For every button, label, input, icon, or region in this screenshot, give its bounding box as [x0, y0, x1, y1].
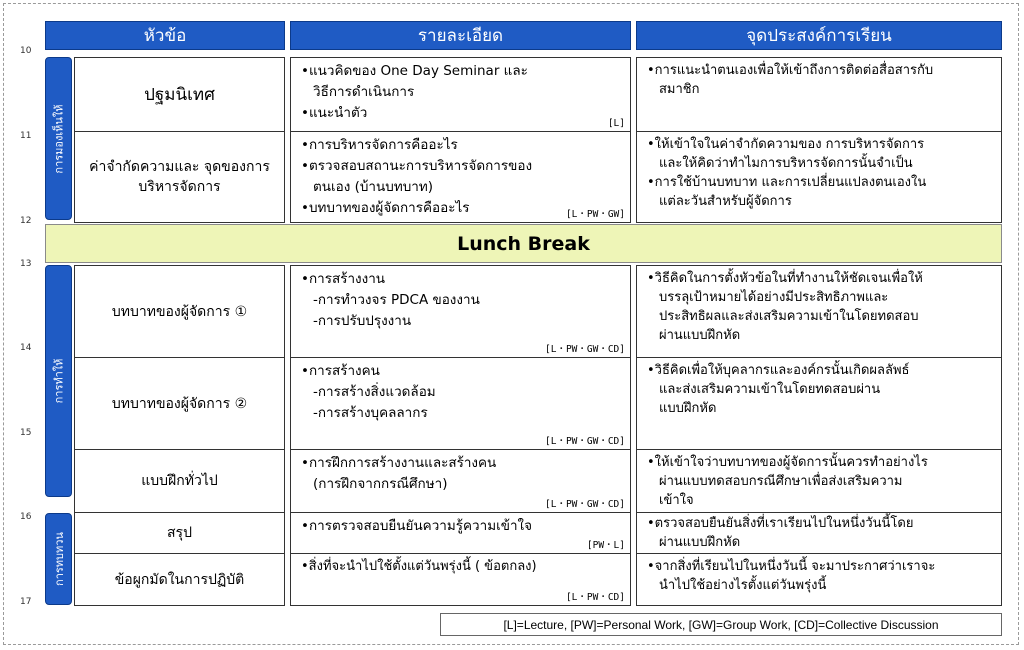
time-13: 13 [20, 259, 32, 269]
row2-method-tag: [L・PW・GW] [565, 209, 625, 220]
row1-objective-line1: •การแนะนำตนเองเพื่อให้เข้าถึงการติดต่อสื่อสารกับ [647, 63, 934, 78]
row2-objective-line3: •การใช้บ้านบทบาท และการเปลี่ยนแปลงตนเองใน [647, 175, 927, 190]
row7-objective-line1: •จากสิ่งที่เรียนไปในหนึ่งวันนี้ จะมาประกาศว่าเราจะ [647, 559, 936, 574]
row5-topic-text: แบบฝึกทั่วไป [141, 473, 218, 489]
section-label-3 [45, 513, 72, 605]
section-label-1 [45, 57, 72, 220]
row5-objective [636, 449, 1002, 513]
row2-objective-line4: แต่ละวันสำหรับผู้จัดการ [659, 194, 792, 209]
row5-objective-line1: •ให้เข้าใจว่าบทบาทของผู้จัดการนั้นควรทำอย่างไร [647, 455, 928, 470]
time-14: 14 [20, 343, 32, 353]
row1-objective [636, 57, 1002, 132]
time-10: 10 [20, 46, 32, 56]
time-12: 12 [20, 216, 32, 226]
row3-objective-line3: ประสิทธิผลและส่งเสริมความเข้าในโดยทดสอบ [659, 309, 919, 324]
row3-objective [636, 265, 1002, 358]
row6-method-tag: [PW・L] [586, 540, 625, 551]
row1-method-tag: [L] [607, 118, 625, 129]
row7-detail-line1: •สิ่งที่จะนำไปใช้ตั้งแต่วันพรุ่งนี้ ( ข้อตกลง) [301, 559, 537, 574]
row6-detail [290, 512, 631, 554]
section-label-2 [45, 265, 72, 497]
row1-objective-line2: สมาชิก [659, 82, 700, 97]
time-11: 11 [20, 131, 32, 141]
row3-detail [290, 265, 631, 358]
header-objective: จุดประสงค์การเรียน [636, 21, 1002, 50]
row3-detail-line3: -การปรับปรุงงาน [313, 313, 412, 329]
row3-detail-line1: •การสร้างงาน [301, 271, 386, 287]
row1-detail-line2: วิธีการดำเนินการ [313, 84, 415, 100]
row4-objective-line3: แบบฝึกหัด [659, 401, 717, 416]
row2-detail-line1: •การบริหารจัดการคืออะไร [301, 137, 458, 153]
header-detail: รายละเอียด [290, 21, 631, 50]
row4-topic [74, 357, 285, 450]
legend-text: [L]=Lecture, [PW]=Personal Work, [GW]=Group Work, [CD]=Collective Discussion [503, 617, 939, 632]
row2-objective-line1: •ให้เข้าใจในค่าจำกัดความของ การบริหารจัดการ [647, 137, 925, 152]
row4-method-tag: [L・PW・GW・CD] [545, 436, 625, 447]
row5-topic [74, 449, 285, 513]
row5-detail [290, 449, 631, 513]
row7-method-tag: [L・PW・CD] [565, 592, 625, 603]
row6-topic [74, 512, 285, 554]
row6-detail-line1: •การตรวจสอบยืนยันความรู้ความเข้าใจ [301, 518, 533, 534]
row2-topic [74, 131, 285, 223]
row2-objective [636, 131, 1002, 223]
row6-objective-line2: ผ่านแบบฝึกหัด [659, 535, 741, 550]
lunch-break-bar [45, 224, 1002, 263]
row7-topic-text: ข้อผูกมัดในการปฏิบัติ [114, 571, 245, 588]
row2-detail-line3: ตนเอง (บ้านบทบาท) [313, 179, 434, 195]
row3-objective-line2: บรรลุเป้าหมายได้อย่างมีประสิทธิภาพและ [659, 290, 889, 305]
time-16: 16 [20, 512, 32, 522]
row3-method-tag: [L・PW・GW・CD] [545, 344, 625, 355]
row4-objective-line2: และส่งเสริมความเข้าในโดยทดสอบผ่าน [659, 382, 881, 397]
row4-detail-line2: -การสร้างสิ่งแวดล้อม [313, 384, 436, 400]
row1-detail [290, 57, 631, 132]
row6-objective [636, 512, 1002, 554]
time-17: 17 [20, 597, 32, 607]
row2-detail [290, 131, 631, 223]
row2-objective-line2: และให้คิดว่าทำไมการบริหารจัดการนั้นจำเป็น [659, 156, 913, 171]
row3-objective-line1: •วิธีคิดในการตั้งหัวข้อในที่ทำงานให้ชัดเจนเพื่อให้ [647, 271, 923, 286]
row1-detail-line1: •แนวคิดของ One Day Seminar และ [301, 63, 528, 79]
row6-objective-line1: •ตรวจสอบยืนยันสิ่งที่เราเรียนไปในหนึ่งวันนี้โดย [647, 516, 914, 531]
row1-topic-text: ปฐมนิเทศ [144, 84, 215, 105]
row7-topic [74, 553, 285, 606]
row4-detail [290, 357, 631, 450]
row2-topic-text: ค่าจำกัดความและ จุดของการบริหารจัดการ [89, 159, 270, 195]
row3-topic-text: บทบาทของผู้จัดการ ① [111, 303, 248, 320]
row7-objective [636, 553, 1002, 606]
row3-detail-line2: -การทำวงจร PDCA ของงาน [313, 292, 480, 308]
row4-objective-line1: •วิธีคิดเพื่อให้บุคลากรและองค์กรนั้นเกิดผลลัพธ์ [647, 363, 910, 378]
row5-detail-line1: •การฝึกการสร้างงานและสร้างคน [301, 455, 497, 471]
row5-detail-line2: (การฝึกจากกรณีศึกษา) [313, 476, 448, 492]
row3-topic [74, 265, 285, 358]
row2-detail-line2: •ตรวจสอบสถานะการบริหารจัดการของ [301, 158, 533, 174]
header-topic: หัวข้อ [45, 21, 285, 50]
row2-detail-line4: •บทบาทของผู้จัดการคืออะไร [301, 200, 470, 216]
row4-detail-line1: •การสร้างคน [301, 363, 380, 379]
row4-topic-text: บทบาทของผู้จัดการ ② [111, 395, 248, 412]
row7-detail [290, 553, 631, 606]
time-15: 15 [20, 428, 32, 438]
row4-detail-line3: -การสร้างบุคลลากร [313, 405, 428, 421]
row4-objective [636, 357, 1002, 450]
row1-topic [74, 57, 285, 132]
lunch-break-text: Lunch Break [457, 232, 590, 255]
row5-objective-line3: เข้าใจ [659, 493, 694, 508]
section-label-3-text: การทบทวน [52, 532, 66, 586]
section-label-1-text: การมองเห็นให้ [52, 103, 66, 174]
row5-objective-line2: ผ่านแบบทดสอบกรณีศึกษาเพื่อส่งเสริมความ [659, 474, 903, 489]
row7-objective-line2: นำไปใช้อย่างไรตั้งแต่วันพรุ่งนี้ [659, 578, 827, 593]
row6-topic-text: สรุป [167, 525, 192, 541]
row5-method-tag: [L・PW・GW・CD] [545, 499, 625, 510]
legend-box [440, 613, 1002, 636]
section-label-2-text: การทำให้ [52, 358, 66, 404]
row1-detail-line3: •แนะนำตัว [301, 105, 368, 121]
row3-objective-line4: ผ่านแบบฝึกหัด [659, 328, 741, 343]
